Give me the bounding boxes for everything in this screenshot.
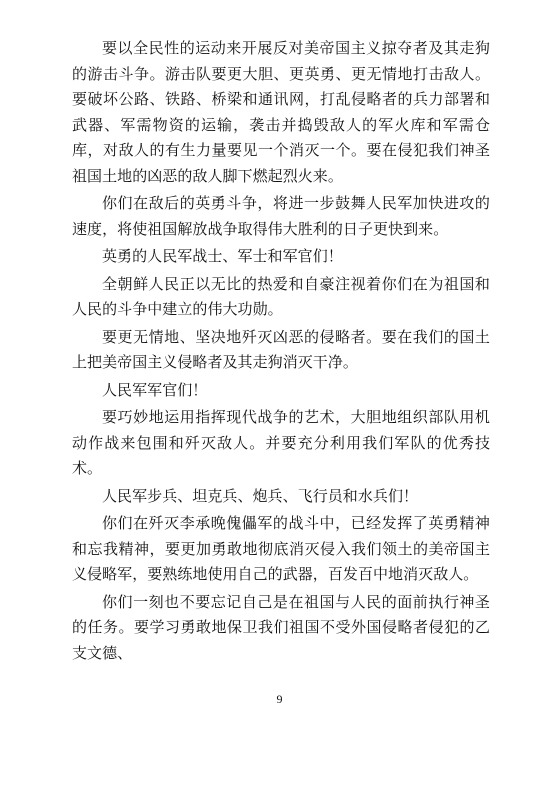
paragraph: 英勇的人民军战士、军士和军官们！ bbox=[102, 247, 343, 265]
paragraph: 你们在敌后的英勇斗争，将进一步鼓舞人民军加快进攻的速度，将使祖国解放战争取得伟大胜利的日子更快到来。 bbox=[72, 194, 490, 238]
paragraph: 全朝鲜人民正以无比的热爱和自豪注视着你们在为祖国和人民的斗争中建立的伟大功勋。 bbox=[72, 274, 490, 318]
paragraph: 要更无情地、坚决地歼灭凶恶的侵略者。要在我们的国土上把美帝国主义侵略者及其走狗消灭干净。 bbox=[72, 327, 490, 371]
paragraph: 你们一刻也不要忘记自己是在祖国与人民的面前执行神圣的任务。要学习勇敢地保卫我们祖国不受外国侵略者侵犯的乙支文德、 bbox=[72, 592, 490, 662]
paragraph: 人民军步兵、坦克兵、炮兵、飞行员和水兵们！ bbox=[102, 486, 419, 505]
body-text bbox=[72, 36, 490, 668]
page-number: 9 bbox=[276, 692, 283, 706]
paragraph: 你们在歼灭李承晚傀儡军的战斗中，已经发挥了英勇精神和忘我精神，要更加勇敢地彻底消灭侵入我们领土的美帝国主义侵略军，要熟练地使用自己的武器，百发百中地消灭敌人。 bbox=[72, 514, 490, 583]
paragraph: 要巧妙地运用指挥现代战争的艺术，大胆地组织部队用机动作战来包围和歼灭敌人。并要充分利用我们军队的优秀技术。 bbox=[72, 408, 490, 477]
paragraph: 人民军军官们！ bbox=[102, 380, 208, 399]
paragraph: 要以全民性的运动来开展反对美帝国主义掠夺者及其走狗的游击斗争。游击队要更大胆、更英勇、更无情地打击敌人。要破坏公路、铁路、桥梁和通讯网，打乱侵略者的兵力部署和武器、军需物资的运输，袭击并捣毁敌人的军火库和军需仓库，对敌人的有生力量要见一个消灭一个。要在侵犯我们神圣祖国土地的凶恶的敌人脚下燃起烈火来。 bbox=[72, 39, 490, 185]
